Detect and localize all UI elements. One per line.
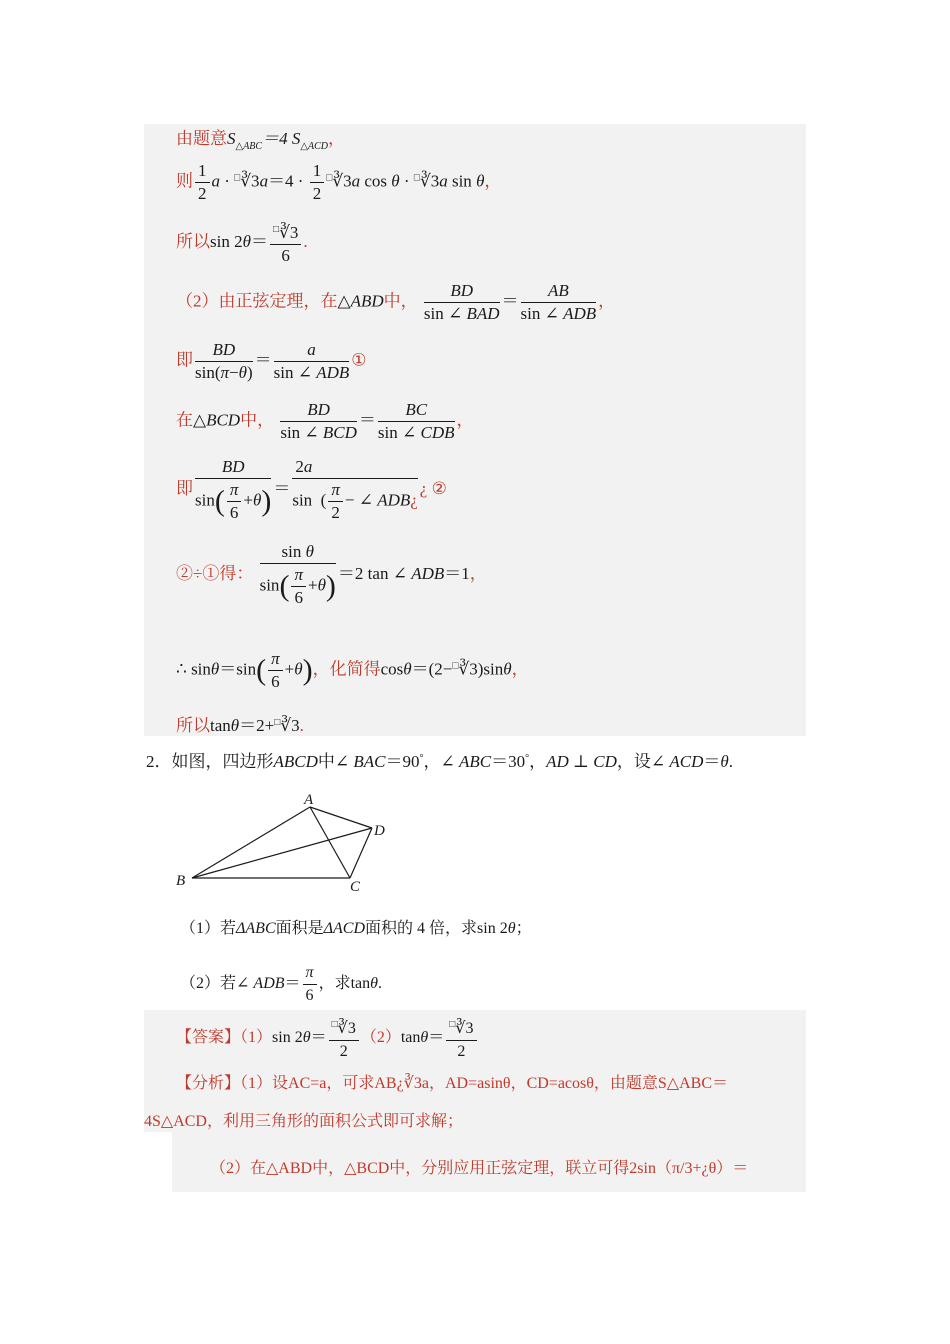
solution-line-2: 则 $\frac{1}{2}$ a · □∛3a＝4 · $\frac{1}{2}$ □∛3a cos θ · □∛3a sin θ，: [176, 161, 502, 203]
solution-line-1: 由题意$S_{\triangle ABC}=4$ $S_{\triangle ACD}$，: [176, 129, 346, 152]
problem-statement: 2．如图，四边形ABCD中∠ BAC＝90°，∠ ABC＝30°，AD ⊥ CD，设∠ ACD＝θ.: [146, 752, 734, 771]
segment-AC: [310, 807, 350, 878]
solution-line-10: 所以tanθ＝2+□∛3.: [176, 716, 304, 735]
label-B: B: [176, 873, 186, 889]
question-1: （1）若ΔABC面积是ΔACD面积的 4 倍，求sin 2θ；: [180, 920, 532, 937]
quadrilateral-figure: [170, 785, 400, 900]
analysis-line-1: 【分析】（1）设AC=a，可求AB¿∛3a，AD=asinθ，CD=acosθ，由题意S△ABC＝: [176, 1075, 729, 1092]
segment-AD: [310, 807, 372, 828]
answer-line: 【答案】（1）sin 2θ＝ $\frac{^□∛3}{2}$ （2）tanθ＝ $\frac{^□∛3}{2}$: [176, 1014, 479, 1063]
solution-line-5: 即 $\frac{BD}{\sin(\pi-\theta)}$ ＝ $\frac{a}{\text{sin ∠ ADB}}$ ①: [176, 340, 367, 382]
label-D: D: [374, 823, 385, 839]
segment-BA: [192, 807, 310, 878]
solution-line-9: ∴ sinθ＝sin( $\frac{\pi}{6}$ +θ)，化简得cosθ＝(2−□∛3)sinθ，: [176, 649, 529, 691]
solution-line-4: （2）由正弦定理，在△ABD中， $\frac{BD}{\text{sin ∠ BAD}}$ ＝ $\frac{AB}{\text{sin ∠ ADB}}$ ，: [176, 281, 616, 323]
area-relation: $S_{\triangle ABC}=4$ $S_{\triangle ACD}$: [227, 129, 329, 152]
solution-line-6: 在△BCD中， $\frac{BD}{\text{sin ∠ BCD}}$ ＝ $\frac{BC}{\text{sin ∠ CDB}}$ ，: [176, 400, 474, 442]
analysis-line-3: （2）在△ABD中，△BCD中，分别应用正弦定理，联立可得2sin（π/3+¿θ）＝: [210, 1160, 749, 1177]
solution-line-1-prefix: 由题意: [176, 129, 227, 148]
question-2: （2）若∠ ADB＝ $\frac{\pi}{6}$ ，求tanθ.: [180, 964, 382, 1004]
solution-line-7: 即 BD sin( $\frac{\pi}{6}$ +θ) ＝ 2a sin ( $\frac{\pi}{2}$ − ∠ ADB¿ ¿ ②: [176, 457, 447, 522]
segment-CD: [350, 828, 372, 878]
label-A: A: [304, 792, 314, 808]
label-C: C: [350, 879, 361, 895]
solution-line-8: ②÷①得： sin θ sin( $\frac{\pi}{6}$ +θ) ＝2 tan ∠ ADB＝1，: [176, 542, 487, 607]
solution-line-3: 所以sin 2θ＝ $\frac{^□∛3}{6}$ .: [176, 219, 308, 267]
analysis-line-2: 4S△ACD，利用三角形的面积公式即可求解；: [144, 1113, 463, 1130]
segment-BD: [192, 828, 372, 878]
